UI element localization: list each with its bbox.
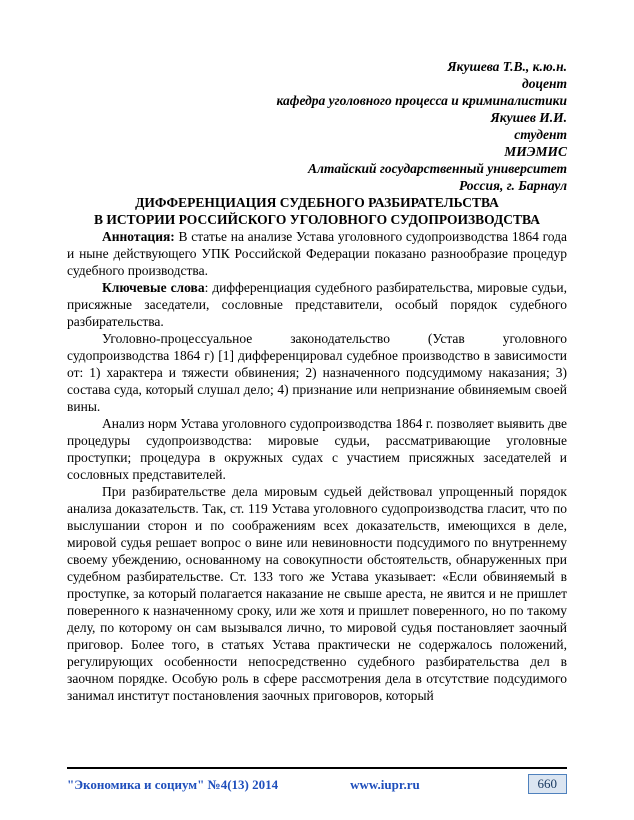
body-paragraph: Уголовно-процессуальное законодательство (Устав уголовного судопроизводства 1864 г) [1] дифференцировал судебное производство в зависимости от: 1) характера и тяжести обвинения; 2) назначенного подсудимому наказания; 3) состава суда, который слушал дело; 4) признание или непризнание обвиняемым своей вины. xyxy=(67,331,567,414)
keywords-text: : дифференциация судебного разбирательства, мировые судьи, присяжные заседатели, сословные представители, особый порядок судебного разбирательства. xyxy=(67,280,567,329)
keywords-paragraph xyxy=(67,279,567,330)
author-line: доцент xyxy=(522,76,567,91)
author-line: Россия, г. Барнаул xyxy=(459,178,567,193)
author-block xyxy=(67,58,567,194)
author-line: МИЭМИС xyxy=(504,144,567,159)
author-line: Якушева Т.В., к.ю.н. xyxy=(447,59,567,74)
page-footer xyxy=(67,767,567,794)
author-line: Якушев И.И. xyxy=(490,110,567,125)
author-line: Алтайский государственный университет xyxy=(307,161,567,176)
journal-name: "Экономика и социум" №4(13) 2014 xyxy=(67,776,279,792)
paper-title-line-1: ДИФФЕРЕНЦИАЦИЯ СУДЕБНОГО РАЗБИРАТЕЛЬСТВА xyxy=(135,195,499,210)
abstract-text: В статье на анализе Устава уголовного судопроизводства 1864 года и ныне действующего УПК Российской Федерации показано разнообразие процедур судебного производства. xyxy=(67,229,567,278)
body-paragraph: При разбирательстве дела мировым судьей действовал упрощенный порядок анализа доказательств. Так, ст. 119 Устава уголовного судопроизводства гласит, что по выслушании сторон и по соображениям всех доказательств, имеющихся в деле, мировой судья решает вопрос о вине или невиновности подсудимого по внутреннему своему убеждению, основанному на совокупности обстоятельств, обнаруженных при судебном разбирательстве. Ст. 133 того же Устава указывает: «Если обвиняемый в проступке, за который полагается наказание не свыше ареста, не явится и не пришлет поверенного к назначенному сроку, или же хотя и пришлет поверенного, но по такому делу, по которому он сам вызывался лично, то мировой судья постановляет заочный приговор. Более того, в статьях Устава практически не содержалось положений, регулирующих особенности непосредственно судебного разбирательства дел в заочном порядке. Особую роль в сфере рассмотрения дела в отсутствие подсудимого занимал институт постановления заочных приговоров, который xyxy=(67,484,567,703)
page-number: 660 xyxy=(537,776,557,791)
author-line: студент xyxy=(514,127,567,142)
abstract-paragraph xyxy=(67,228,567,279)
paper-title-line-2: В ИСТОРИИ РОССИЙСКОГО УГОЛОВНОГО СУДОПРОИЗВОДСТВА xyxy=(94,212,540,227)
body-paragraph: Анализ норм Устава уголовного судопроизводства 1864 г. позволяет выявить две процедуры судопроизводства: мировые судьи, рассматривающие уголовные проступки; процедура в окружных судах с участием присяжных заседателей и сословных представителей. xyxy=(67,416,567,482)
keywords-label: Ключевые слова xyxy=(102,280,205,295)
page-number-box xyxy=(528,774,568,794)
abstract-label: Аннотация: xyxy=(102,229,175,244)
author-line: кафедра уголовного процесса и криминалистики xyxy=(276,93,567,108)
journal-site-link[interactable]: www.iupr.ru xyxy=(350,776,420,792)
paper-title xyxy=(67,194,567,228)
